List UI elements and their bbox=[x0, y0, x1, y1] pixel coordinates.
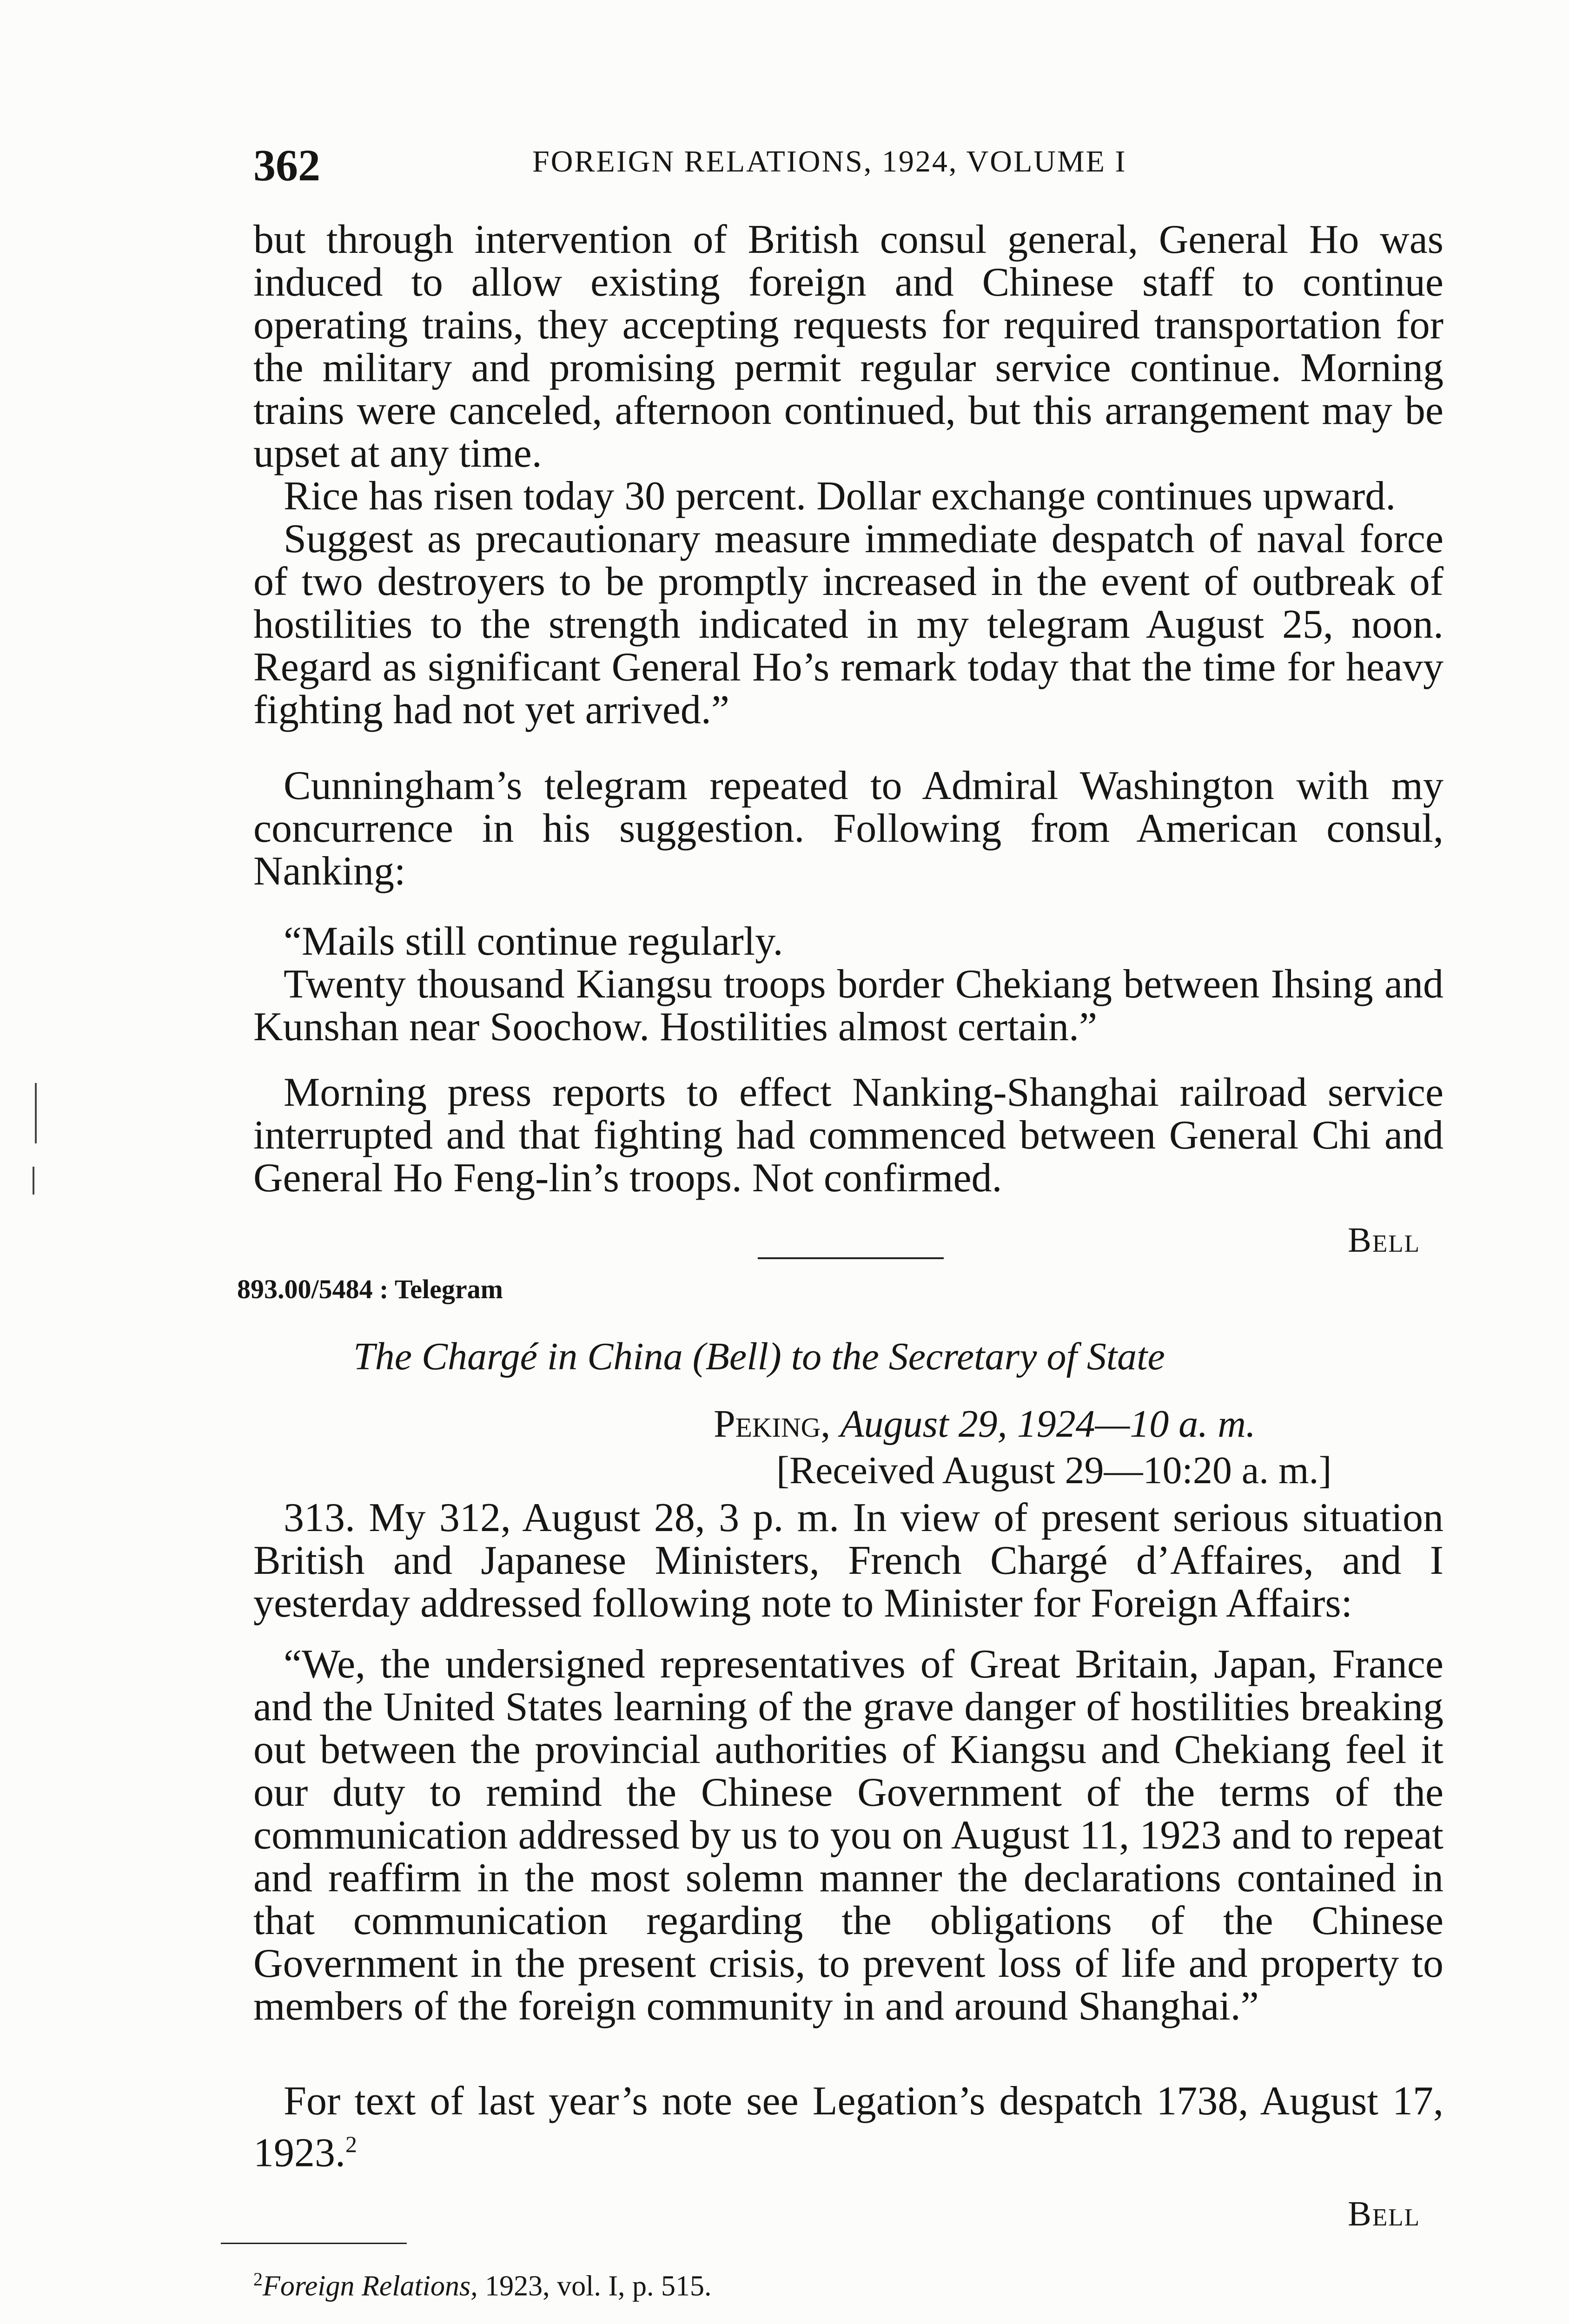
margin-mark bbox=[33, 1167, 34, 1195]
signature-bell: Bell bbox=[1348, 2194, 1420, 2233]
commentary-text bbox=[253, 765, 1443, 893]
paragraph: 313. My 312, August 28, 3 p. m. In view of present serious situation British and Japanese Ministers, French Chargé d’Affaires, and I yesterday addressed following note to Minister for Foreign Affairs: bbox=[253, 1495, 1443, 1626]
page-header bbox=[253, 139, 1406, 209]
paragraph: Twenty thousand Kiangsu troops border Chekiang between Ihsing and Kunshan near Soochow. Hostilities almost certain.” bbox=[253, 962, 1443, 1050]
press-report-text bbox=[253, 1071, 1443, 1200]
footnote-divider bbox=[221, 2243, 407, 2244]
footnote-citation: 1923, vol. I, p. 515. bbox=[477, 2270, 712, 2302]
place-name: Peking, bbox=[714, 1402, 831, 1446]
paragraph: “Mails still continue regularly. bbox=[284, 919, 783, 964]
telegram-313-text bbox=[253, 1497, 1443, 1625]
quoted-consul-telegram bbox=[253, 920, 1443, 1049]
paragraph: Suggest as precautionary measure immediate despatch of naval force of two destroyers to be promptly increased in the event of outbreak of hostilities to the strength indicated in my telegram August 25, noon. Regard as significant General Ho’s remark today that the time for heavy fighting had not yet arrived.” bbox=[253, 516, 1443, 733]
section-divider bbox=[758, 1257, 944, 1259]
paragraph: Rice has risen today 30 percent. Dollar exchange continues upward. bbox=[284, 474, 1396, 519]
dateline bbox=[714, 1401, 1256, 1446]
margin-mark bbox=[35, 1083, 37, 1143]
footnote-source: Foreign Relations, bbox=[263, 2270, 478, 2302]
file-number: 893.00/5484 : Telegram bbox=[237, 1274, 503, 1304]
quoted-note-text bbox=[253, 1643, 1443, 2028]
running-head: FOREIGN RELATIONS, 1924, VOLUME I bbox=[532, 145, 1127, 178]
footnote-marker: 2 bbox=[253, 2269, 263, 2290]
paragraph: but through intervention of British consul general, General Ho was induced to allow existing foreign and Chinese staff to continue operating trains, they accepting requests for required transportation for the military and promising permit regular service continue. Morning trains were canceled, afternoon continued, but this arrangement may be upset at any time. bbox=[253, 217, 1443, 476]
paragraph bbox=[253, 2080, 1443, 2174]
document-title: The Chargé in China (Bell) to the Secretary of State bbox=[353, 1335, 1165, 1378]
signature-bell: Bell bbox=[1348, 1221, 1420, 1260]
received-line: [Received August 29—10:20 a. m.] bbox=[776, 1449, 1332, 1492]
paragraph: Cunningham’s telegram repeated to Admiral Washington with my concurrence in his suggestion. Following from American consul, Nanking: bbox=[253, 763, 1443, 894]
paragraph: “We, the undersigned representatives of Great Britain, Japan, France and the United States learning of the grave danger of hostilities breaking out between the provincial authorities of Kiangsu and Chekiang feel it our duty to remind the Chinese Government of the terms of the communication addressed by us to you on August 11, 1923 and to repeat and reaffirm in the most solemn manner the declarations contained in that communication regarding the obligations of the Chinese Government in the present crisis, to prevent loss of life and property to members of the foreign community in and around Shanghai.” bbox=[253, 1642, 1443, 2029]
footnote bbox=[253, 2268, 712, 2303]
paragraph-text: For text of last year’s note see Legation’s despatch 1738, August 17, 1923. bbox=[253, 2079, 1443, 2176]
closing-text bbox=[253, 2080, 1443, 2174]
page-number: 362 bbox=[253, 140, 320, 190]
continued-telegram-text bbox=[253, 218, 1443, 732]
paragraph: Morning press reports to effect Nanking-Shanghai railroad service interrupted and that fighting had commenced between General Chi and General Ho Feng-lin’s troops. Not confirmed. bbox=[253, 1070, 1443, 1201]
footnote-reference: 2 bbox=[345, 2131, 357, 2157]
date-time: August 29, 1924—10 a. m. bbox=[840, 1402, 1256, 1446]
